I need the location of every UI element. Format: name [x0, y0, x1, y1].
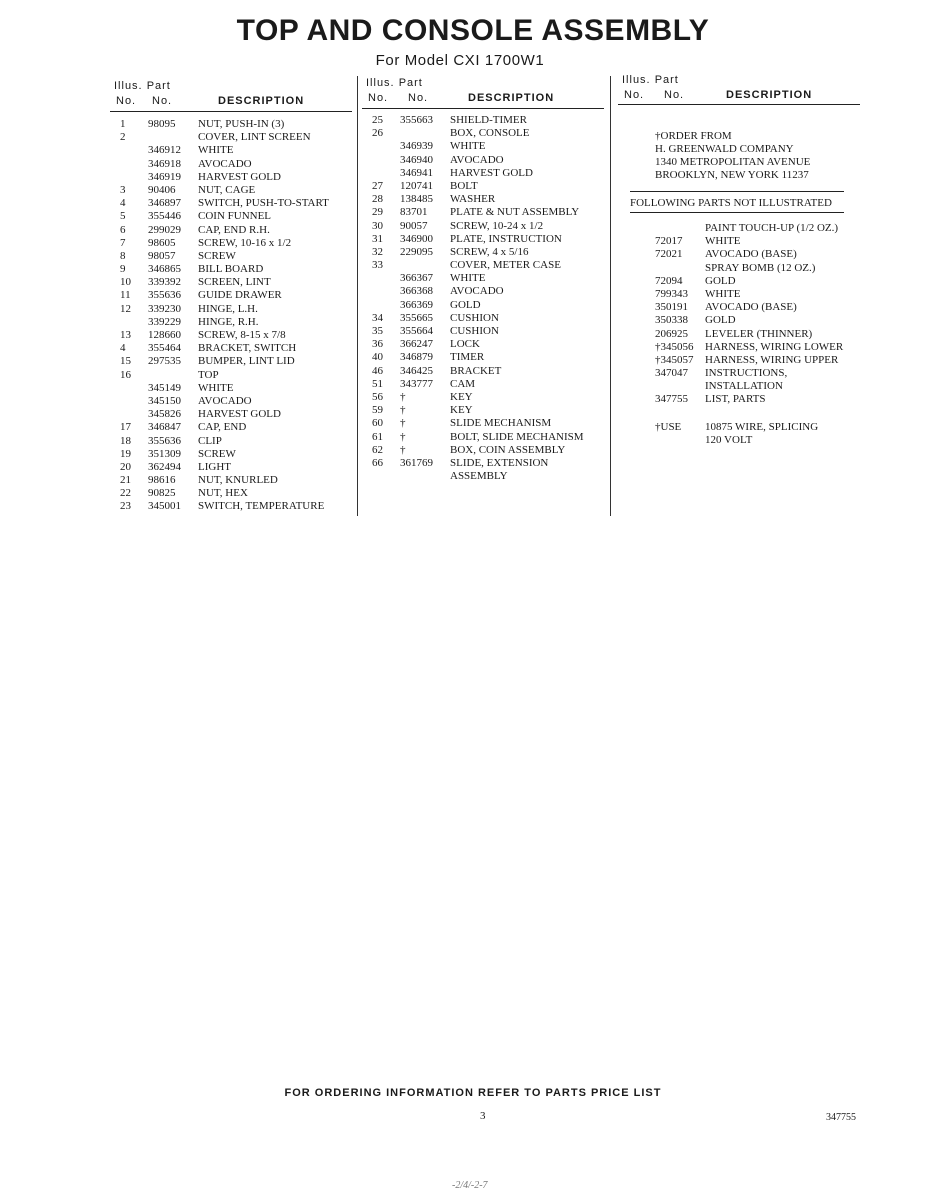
not-illustrated-list [655, 222, 855, 407]
table-row [120, 461, 356, 474]
illus-no: 11 [120, 289, 131, 302]
illus-no: 29 [372, 206, 383, 219]
table-row [120, 355, 356, 368]
description: KEY [450, 404, 473, 417]
illus-label: Illus. [114, 80, 143, 92]
part-no: 355665 [400, 311, 433, 324]
description: WHITE [198, 381, 234, 394]
table-row [120, 395, 356, 408]
illus-no: 46 [372, 364, 383, 377]
table-row [372, 470, 608, 483]
table-row [372, 114, 608, 127]
header-rule [362, 108, 604, 109]
part-no: † [400, 430, 406, 443]
part-no: † [400, 443, 406, 456]
list-item [655, 354, 855, 367]
description: WHITE [450, 140, 486, 153]
part-no: 98057 [148, 249, 176, 262]
table-row [120, 435, 356, 448]
table-row [372, 444, 608, 457]
table-row [120, 263, 356, 276]
company-name: H. GREENWALD COMPANY [655, 143, 794, 155]
part-no: †345057 [655, 353, 694, 366]
not-illustrated-heading: FOLLOWING PARTS NOT ILLUSTRATED [630, 197, 832, 209]
illus-no: 18 [120, 434, 131, 447]
illus-no: 32 [372, 245, 383, 258]
table-row [120, 342, 356, 355]
part-no: 347755 [655, 393, 688, 406]
company-street: 1340 METROPOLITAN AVENUE [655, 156, 811, 168]
table-row [372, 365, 608, 378]
description: GUIDE DRAWER [198, 289, 282, 302]
list-item [655, 301, 855, 314]
part-no: 350338 [655, 314, 688, 327]
description: WASHER [450, 193, 496, 206]
part-no: 355663 [400, 114, 433, 126]
table-row [372, 140, 608, 153]
table-row [372, 312, 608, 325]
description: HARNESS, WIRING UPPER [705, 353, 839, 366]
description-label: DESCRIPTION [726, 89, 813, 101]
description: CAP, END R.H. [198, 223, 270, 236]
illus-no: 31 [372, 232, 383, 245]
description: WHITE [198, 144, 234, 157]
table-row [120, 382, 356, 395]
list-item [655, 328, 855, 341]
section-rule [630, 212, 844, 213]
part-no: 339230 [148, 302, 181, 315]
table-row [120, 448, 356, 461]
description: WHITE [705, 287, 741, 300]
list-item [655, 314, 855, 327]
use-wire: 10875 WIRE, SPLICING [705, 421, 819, 433]
description: NUT, KNURLED [198, 474, 278, 487]
description: LEVELER (THINNER) [705, 327, 813, 340]
part-no-label: No. [152, 95, 173, 107]
description: SCREW [198, 249, 236, 262]
description: WHITE [705, 235, 741, 248]
table-row [120, 250, 356, 263]
illus-no: 25 [372, 114, 383, 126]
part-no: 229095 [400, 245, 433, 258]
description: CUSHION [450, 311, 499, 324]
illus-no: 66 [372, 456, 383, 469]
illus-no: 16 [120, 368, 131, 381]
part-no: 355636 [148, 434, 181, 447]
part-no: 366247 [400, 338, 433, 351]
list-item [655, 341, 855, 354]
use-voltage: 120 VOLT [705, 434, 753, 446]
column-3-header [622, 74, 862, 104]
description: BOX, COIN ASSEMBLY [450, 443, 566, 456]
part-no: 346940 [400, 153, 433, 166]
part-no: 347047 [655, 367, 688, 380]
table-row [372, 299, 608, 312]
illus-no: 59 [372, 404, 383, 417]
no-label: No. [624, 89, 645, 101]
use-note [655, 421, 855, 449]
illus-no: 3 [120, 183, 126, 196]
description: NUT, PUSH-IN (3) [198, 118, 285, 130]
table-row [120, 118, 356, 131]
illus-no: 35 [372, 325, 383, 337]
table-row [120, 237, 356, 250]
description: COVER, LINT SCREEN [198, 131, 311, 144]
description: AVOCADO (BASE) [705, 301, 797, 314]
illus-no: 34 [372, 311, 383, 324]
part-no: 345150 [148, 394, 181, 407]
order-from-note [655, 130, 810, 182]
description: AVOCADO [450, 153, 504, 166]
description: TIMER [450, 351, 485, 364]
part-no: 346912 [148, 144, 181, 157]
description: PLATE, INSTRUCTION [450, 232, 562, 245]
description: SHIELD-TIMER [450, 114, 527, 126]
description: CAM [450, 377, 476, 390]
section-rule [630, 191, 844, 192]
model-subtitle: For Model CXI 1700W1 [375, 52, 545, 69]
part-no: 72094 [655, 274, 683, 287]
parts-list-column-1 [120, 118, 356, 514]
description: SWITCH, PUSH-TO-START [198, 197, 329, 210]
illus-no: 30 [372, 219, 383, 232]
description: SPRAY BOMB (12 OZ.) [705, 261, 816, 274]
illus-no: 8 [120, 249, 126, 262]
part-no: 355636 [148, 289, 181, 302]
part-no: 128660 [148, 329, 181, 341]
description: AVOCADO [198, 394, 252, 407]
part-no: 339392 [148, 276, 181, 289]
illus-no: 26 [372, 127, 383, 140]
illus-no: 56 [372, 390, 383, 403]
part-no: 346919 [148, 170, 181, 183]
column-1-header [114, 80, 354, 110]
part-label: Part [398, 77, 423, 89]
description: SLIDE MECHANISM [450, 417, 552, 430]
illus-no: 6 [120, 223, 126, 236]
description: BOX, CONSOLE [450, 127, 530, 140]
table-row [372, 404, 608, 417]
part-no: 366369 [400, 298, 433, 311]
description: SWITCH, TEMPERATURE [198, 500, 325, 513]
description: SCREW, 4 x 5/16 [450, 245, 529, 258]
part-no: 346941 [400, 166, 433, 179]
description: HARVEST GOLD [198, 170, 281, 183]
table-row [372, 127, 608, 140]
illus-no: 2 [120, 131, 126, 144]
table-row [372, 180, 608, 193]
use-label: †USE [655, 421, 682, 433]
description: BRACKET [450, 364, 502, 377]
table-row [120, 289, 356, 302]
description-label: DESCRIPTION [468, 92, 555, 104]
illus-no: 9 [120, 263, 126, 276]
document-number: 347755 [826, 1112, 856, 1123]
list-item [655, 275, 855, 288]
part-no: 72021 [655, 248, 683, 261]
table-row [120, 474, 356, 487]
part-no: †345056 [655, 340, 694, 353]
part-no: 83701 [400, 206, 428, 219]
handwritten-mark: -2/4/-2-7 [452, 1180, 488, 1191]
illus-no: 20 [120, 460, 131, 473]
part-no-label: No. [664, 89, 685, 101]
part-no: 98616 [148, 474, 176, 487]
illus-no: 13 [120, 329, 131, 341]
table-row [372, 338, 608, 351]
table-row [372, 457, 608, 470]
illus-no: 21 [120, 474, 131, 487]
illus-no: 61 [372, 430, 383, 443]
table-row [372, 325, 608, 338]
part-no: 90825 [148, 487, 176, 500]
illus-no: 27 [372, 179, 383, 192]
table-row [372, 220, 608, 233]
table-row [120, 171, 356, 184]
illus-no: 28 [372, 193, 383, 206]
part-no: 90406 [148, 183, 176, 196]
table-row [372, 378, 608, 391]
description: NUT, HEX [198, 487, 248, 500]
description: PAINT TOUCH-UP (1/2 OZ.) [705, 222, 839, 234]
table-row [120, 487, 356, 500]
no-label: No. [368, 92, 389, 104]
page-title: TOP AND CONSOLE ASSEMBLY [236, 14, 710, 47]
table-row [120, 197, 356, 210]
part-no: 98095 [148, 118, 176, 130]
description: HINGE, L.H. [198, 302, 258, 315]
description: HARNESS, WIRING LOWER [705, 340, 844, 353]
company-city: BROOKLYN, NEW YORK 11237 [655, 169, 809, 181]
header-rule [110, 111, 352, 112]
illus-no: 12 [120, 302, 131, 315]
illus-no: 60 [372, 417, 383, 430]
part-no: 366368 [400, 285, 433, 298]
part-no: 299029 [148, 223, 181, 236]
illus-no: 15 [120, 355, 131, 368]
part-no: 351309 [148, 447, 181, 460]
part-no: 346425 [400, 364, 433, 377]
description: LOCK [450, 338, 480, 351]
list-item [655, 367, 855, 380]
table-row [372, 206, 608, 219]
table-row [120, 303, 356, 316]
part-no: 355446 [148, 210, 181, 223]
description: HARVEST GOLD [450, 166, 533, 179]
no-label: No. [116, 95, 137, 107]
table-row [120, 276, 356, 289]
illus-no: 10 [120, 276, 131, 289]
part-no: † [400, 404, 406, 417]
table-row [372, 193, 608, 206]
description: BRACKET, SWITCH [198, 342, 297, 355]
table-row [372, 285, 608, 298]
description: GOLD [705, 314, 736, 327]
description: INSTRUCTIONS, [705, 367, 788, 380]
illus-no: 7 [120, 236, 126, 249]
part-no: 120741 [400, 179, 433, 192]
table-row [372, 154, 608, 167]
part-no: 346865 [148, 263, 181, 276]
description: BUMPER, LINT LID [198, 355, 295, 368]
part-no: 799343 [655, 287, 688, 300]
illus-label: Illus. [622, 74, 651, 86]
description: GOLD [705, 274, 736, 287]
description: HINGE, R.H. [198, 315, 259, 328]
part-no: 366367 [400, 272, 433, 285]
part-no: 343777 [400, 377, 433, 390]
description: CAP, END [198, 421, 247, 434]
list-item [655, 393, 855, 406]
description: CUSHION [450, 325, 499, 337]
description: COIN FUNNEL [198, 210, 272, 223]
description: BOLT [450, 179, 478, 192]
table-row [372, 431, 608, 444]
part-no: † [400, 417, 406, 430]
illus-no: 22 [120, 487, 131, 500]
table-row [372, 391, 608, 404]
table-row [120, 500, 356, 513]
table-row [372, 272, 608, 285]
part-label: Part [146, 80, 171, 92]
description-label: DESCRIPTION [218, 95, 305, 107]
description: SCREW, 8-15 x 7/8 [198, 329, 286, 341]
description: TOP [198, 368, 219, 381]
part-no: 98605 [148, 236, 176, 249]
table-row [120, 369, 356, 382]
table-row [120, 329, 356, 342]
illus-no: 51 [372, 377, 383, 390]
part-no: 361769 [400, 456, 433, 469]
page-number: 3 [480, 1110, 486, 1122]
description: ASSEMBLY [450, 470, 508, 483]
part-no-label: No. [408, 92, 429, 104]
illus-no: 33 [372, 259, 383, 272]
description: SCREEN, LINT [198, 276, 271, 289]
part-no: 90057 [400, 219, 428, 232]
description: SCREW, 10-16 x 1/2 [198, 236, 292, 249]
table-row [120, 144, 356, 157]
description: LIST, PARTS [705, 393, 766, 406]
part-no: 138485 [400, 193, 433, 206]
table-row [120, 184, 356, 197]
illus-label: Illus. [366, 77, 395, 89]
description: SCREW, 10-24 x 1/2 [450, 219, 544, 232]
table-row [120, 131, 356, 144]
column-divider [357, 76, 358, 516]
table-row [372, 351, 608, 364]
table-row [120, 316, 356, 329]
part-no: 346879 [400, 351, 433, 364]
description: GOLD [450, 298, 481, 311]
list-item [655, 248, 855, 261]
part-no: 345001 [148, 500, 181, 513]
column-2-header [366, 77, 606, 107]
description: SCREW [198, 447, 236, 460]
table-row [372, 233, 608, 246]
table-row [372, 417, 608, 430]
illus-no: 5 [120, 210, 126, 223]
part-no: † [400, 390, 406, 403]
list-item [655, 262, 855, 275]
description: AVOCADO [450, 285, 504, 298]
illus-no: 40 [372, 351, 383, 364]
illus-no: 36 [372, 338, 383, 351]
description: PLATE & NUT ASSEMBLY [450, 206, 580, 219]
description: BILL BOARD [198, 263, 264, 276]
description: NUT, CAGE [198, 183, 256, 196]
table-row [120, 421, 356, 434]
column-divider [610, 76, 611, 516]
part-no: 346900 [400, 232, 433, 245]
part-no: 72017 [655, 235, 683, 248]
part-no: 297535 [148, 355, 181, 368]
parts-list-column-2 [372, 114, 608, 483]
illus-no: 4 [120, 342, 126, 355]
part-no: 206925 [655, 327, 688, 340]
description: CLIP [198, 434, 222, 447]
part-no: 346847 [148, 421, 181, 434]
part-no: 345149 [148, 381, 181, 394]
table-row [372, 246, 608, 259]
list-item [655, 380, 855, 393]
description: BOLT, SLIDE MECHANISM [450, 430, 584, 443]
ordering-footer: FOR ORDERING INFORMATION REFER TO PARTS PRICE LIST [284, 1087, 662, 1099]
illus-no: 1 [120, 118, 126, 130]
description: AVOCADO [198, 157, 252, 170]
description: KEY [450, 390, 473, 403]
table-row [120, 224, 356, 237]
part-no: 362494 [148, 460, 181, 473]
table-row [120, 408, 356, 421]
illus-no: 62 [372, 443, 383, 456]
list-item [655, 288, 855, 301]
part-no: 355464 [148, 342, 181, 355]
illus-no: 19 [120, 447, 131, 460]
table-row [372, 167, 608, 180]
description: HARVEST GOLD [198, 408, 281, 421]
description: WHITE [450, 272, 486, 285]
header-rule [618, 104, 860, 105]
description: AVOCADO (BASE) [705, 248, 797, 261]
part-no: 350191 [655, 301, 688, 314]
description: LIGHT [198, 460, 231, 473]
part-label: Part [654, 74, 679, 86]
list-item [655, 235, 855, 248]
illus-no: 17 [120, 421, 131, 434]
list-item [655, 222, 855, 235]
part-no: 346897 [148, 197, 181, 210]
description: COVER, METER CASE [450, 259, 561, 272]
part-no: 346939 [400, 140, 433, 153]
illus-no: 4 [120, 197, 126, 210]
table-row [120, 158, 356, 171]
part-no: 339229 [148, 315, 181, 328]
illus-no: 23 [120, 500, 131, 513]
part-no: 345826 [148, 408, 181, 421]
part-no: 346918 [148, 157, 181, 170]
description: INSTALLATION [705, 380, 783, 393]
order-from-line: †ORDER FROM [655, 130, 732, 142]
part-no: 355664 [400, 325, 433, 337]
table-row [372, 259, 608, 272]
table-row [120, 210, 356, 223]
description: SLIDE, EXTENSION [450, 456, 549, 469]
